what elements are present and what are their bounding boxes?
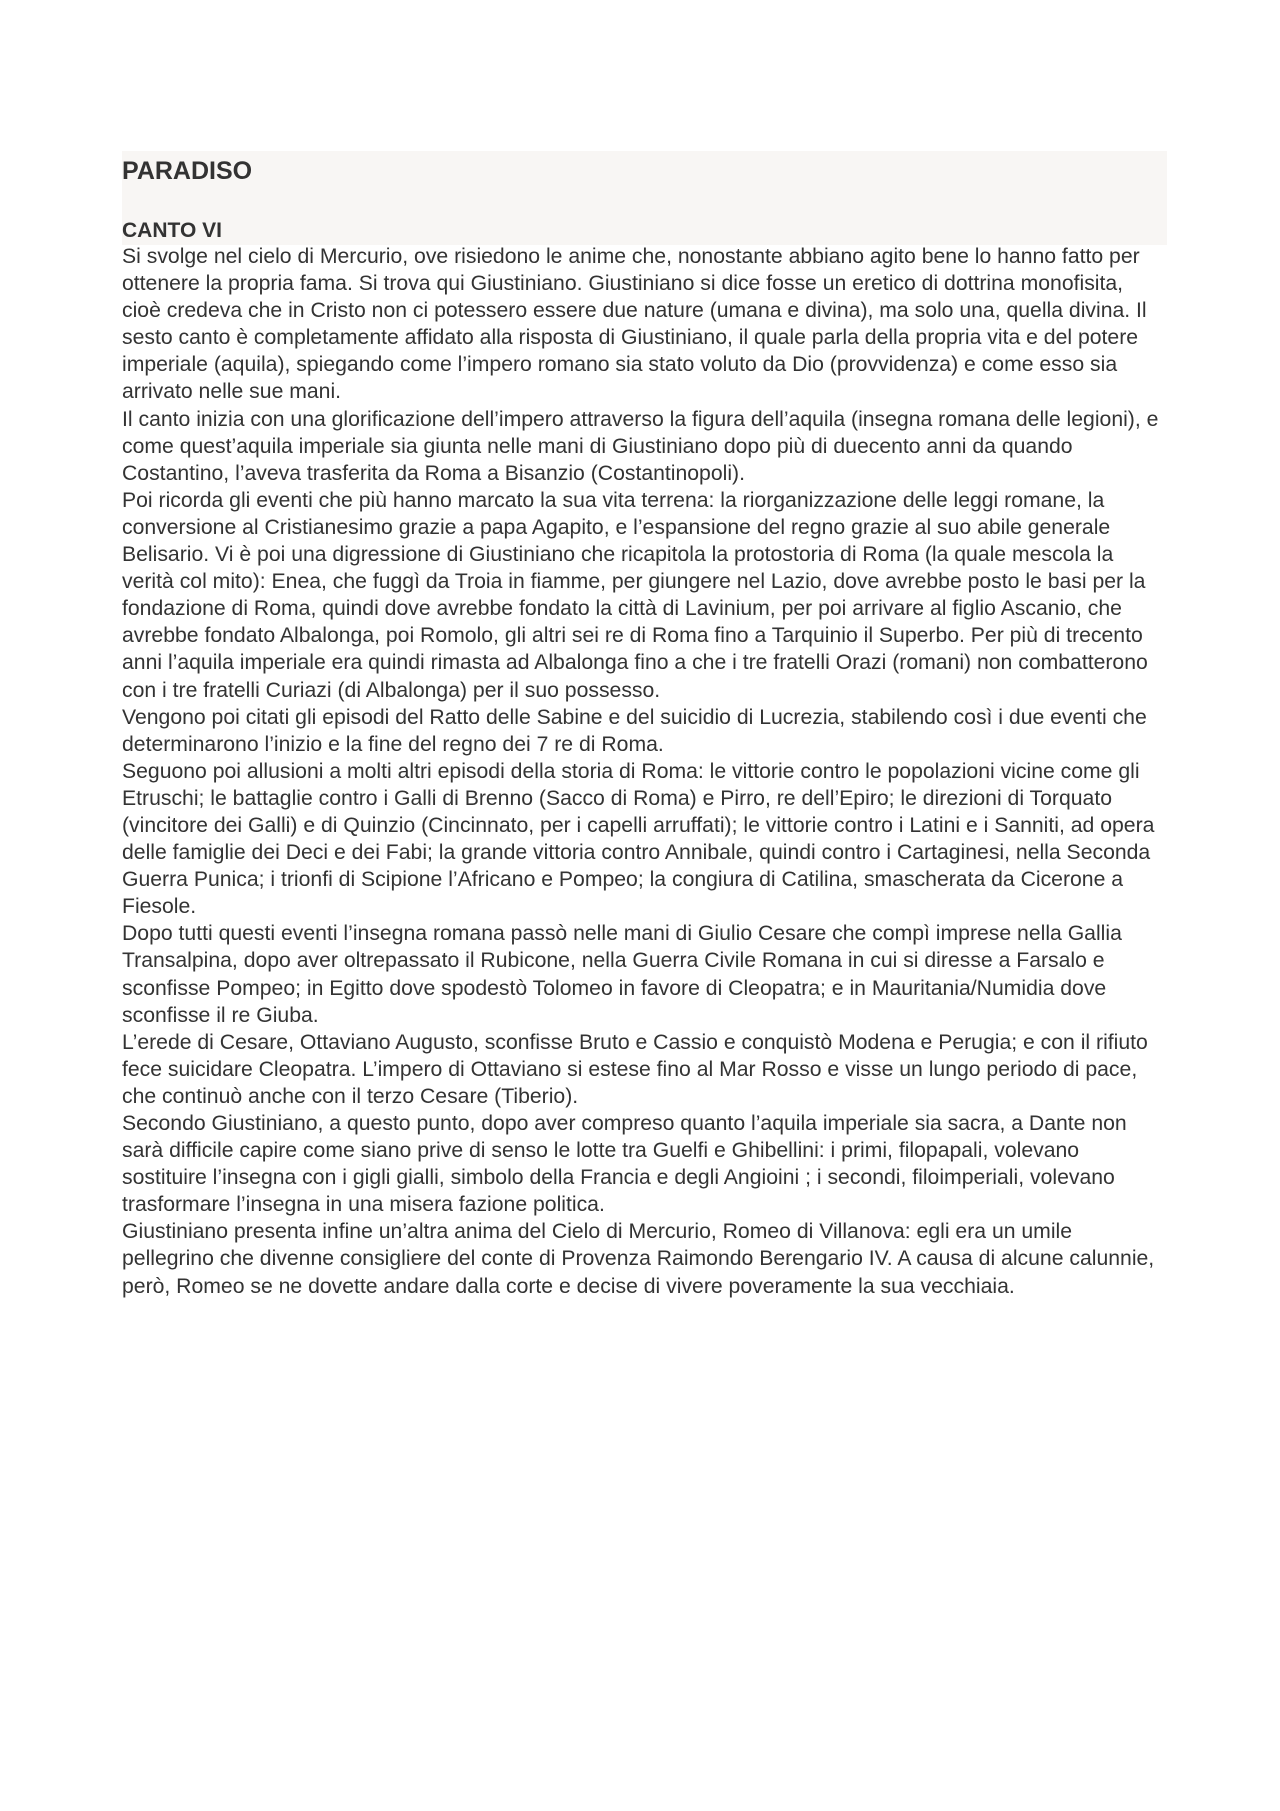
paragraph-6: Dopo tutti questi eventi l’insegna romana passò nelle mani di Giulio Cesare che compì imprese nella Gallia Transalpina, dopo aver oltrepassato il Rubicone, nella Guerra Civile Romana in cui si diresse a Farsalo e sconfisse Pompeo; in Egitto dove spodestò Tolomeo in favore di Cleopatra; e in Mauritania/Numidia dove sconfisse il re Giuba.	[122, 922, 1122, 1027]
canto-subtitle: CANTO VI	[122, 219, 222, 242]
document-page	[122, 151, 1167, 1300]
paragraph-1: Si svolge nel cielo di Mercurio, ove risiedono le anime che, nonostante abbiano agito bene lo hanno fatto per ottenere la propria fama. Si trova qui Giustiniano. Giustiniano si dice fosse un eretico di dottrina monofisita, cioè credeva che in Cristo non ci potessero essere due nature (umana e divina), ma solo una, quella divina. Il sesto canto è completamente affidato alla risposta di Giustiniano, il quale parla della propria vita e del potere imperiale (aquila), spiegando come l’impero romano sia stato voluto da Dio (provvidenza) e come esso sia arrivato nelle sue mani.	[122, 245, 1147, 404]
paragraph-2: Il canto inizia con una glorificazione dell’impero attraverso la figura dell’aquila (insegna romana delle legioni), e come quest’aquila imperiale sia giunta nelle mani di Giustiniano dopo più di duecento anni da quando Costantino, l’aveva trasferita da Roma a Bisanzio (Costantinopoli).	[122, 407, 1159, 485]
heading-block	[122, 151, 1167, 245]
page-title: PARADISO	[122, 157, 253, 185]
paragraph-3: Poi ricorda gli eventi che più hanno marcato la sua vita terrena: la riorganizzazione delle leggi romane, la conversione al Cristianesimo grazie a papa Agapito, e l’espansione del regno grazie al suo abile generale Belisario. Vi è poi una digressione di Giustiniano che ricapitola la protostoria di Roma (la quale mescola la verità col mito): Enea, che fuggì da Troia in fiamme, per giungere nel Lazio, dove avrebbe posto le basi per la fondazione di Roma, quindi dove avrebbe fondato la città di Lavinium, per poi arrivare al figlio Ascanio, che avrebbe fondato Albalonga, poi Romolo, gli altri sei re di Roma fino a Tarquinio il Superbo. Per più di trecento anni l’aquila imperiale era quindi rimasta ad Albalonga fino a che i tre fratelli Orazi (romani) non combatterono con i tre fratelli Curiazi (di Albalonga) per il suo possesso.	[122, 488, 1148, 702]
body-text	[122, 243, 1167, 1300]
paragraph-9: Giustiniano presenta infine un’altra anima del Cielo di Mercurio, Romeo di Villanova: egli era un umile pellegrino che divenne consigliere del conte di Provenza Raimondo Berengario IV. A causa di alcune calunnie, però, Romeo se ne dovette andare dalla corte e decise di vivere poveramente la sua vecchiaia.	[122, 1220, 1155, 1298]
paragraph-5: Seguono poi allusioni a molti altri episodi della storia di Roma: le vittorie contro le popolazioni vicine come gli Etruschi; le battaglie contro i Galli di Brenno (Sacco di Roma) e Pirro, re dell’Epiro; le direzioni di Torquato (vincitore dei Galli) e di Quinzio (Cincinnato, per i capelli arruffati); le vittorie contro i Latini e i Sanniti, ad opera delle famiglie dei Deci e dei Fabi; la grande vittoria contro Annibale, quindi contro i Cartaginesi, nella Seconda Guerra Punica; i trionfi di Scipione l’Africano e Pompeo; la congiura di Catilina, smascherata da Cicerone a Fiesole.	[122, 759, 1155, 919]
paragraph-7: L’erede di Cesare, Ottaviano Augusto, sconfisse Bruto e Cassio e conquistò Modena e Perugia; e con il rifiuto fece suicidare Cleopatra. L’impero di Ottaviano si estese fino al Mar Rosso e visse un lungo periodo di pace, che continuò anche con il terzo Cesare (Tiberio).	[122, 1030, 1148, 1108]
paragraph-8: Secondo Giustiniano, a questo punto, dopo aver compreso quanto l’aquila imperiale sia sacra, a Dante non sarà difficile capire come siano prive di senso le lotte tra Guelfi e Ghibellini: i primi, filopapali, volevano sostituire l’insegna con i gigli gialli, simbolo della Francia e degli Angioini ; i secondi, filoimperiali, volevano trasformare l’insegna in una misera fazione politica.	[122, 1112, 1127, 1217]
paragraph-4: Vengono poi citati gli episodi del Ratto delle Sabine e del suicidio di Lucrezia, stabilendo così i due eventi che determinarono l’inizio e la fine del regno dei 7 re di Roma.	[122, 705, 1147, 756]
